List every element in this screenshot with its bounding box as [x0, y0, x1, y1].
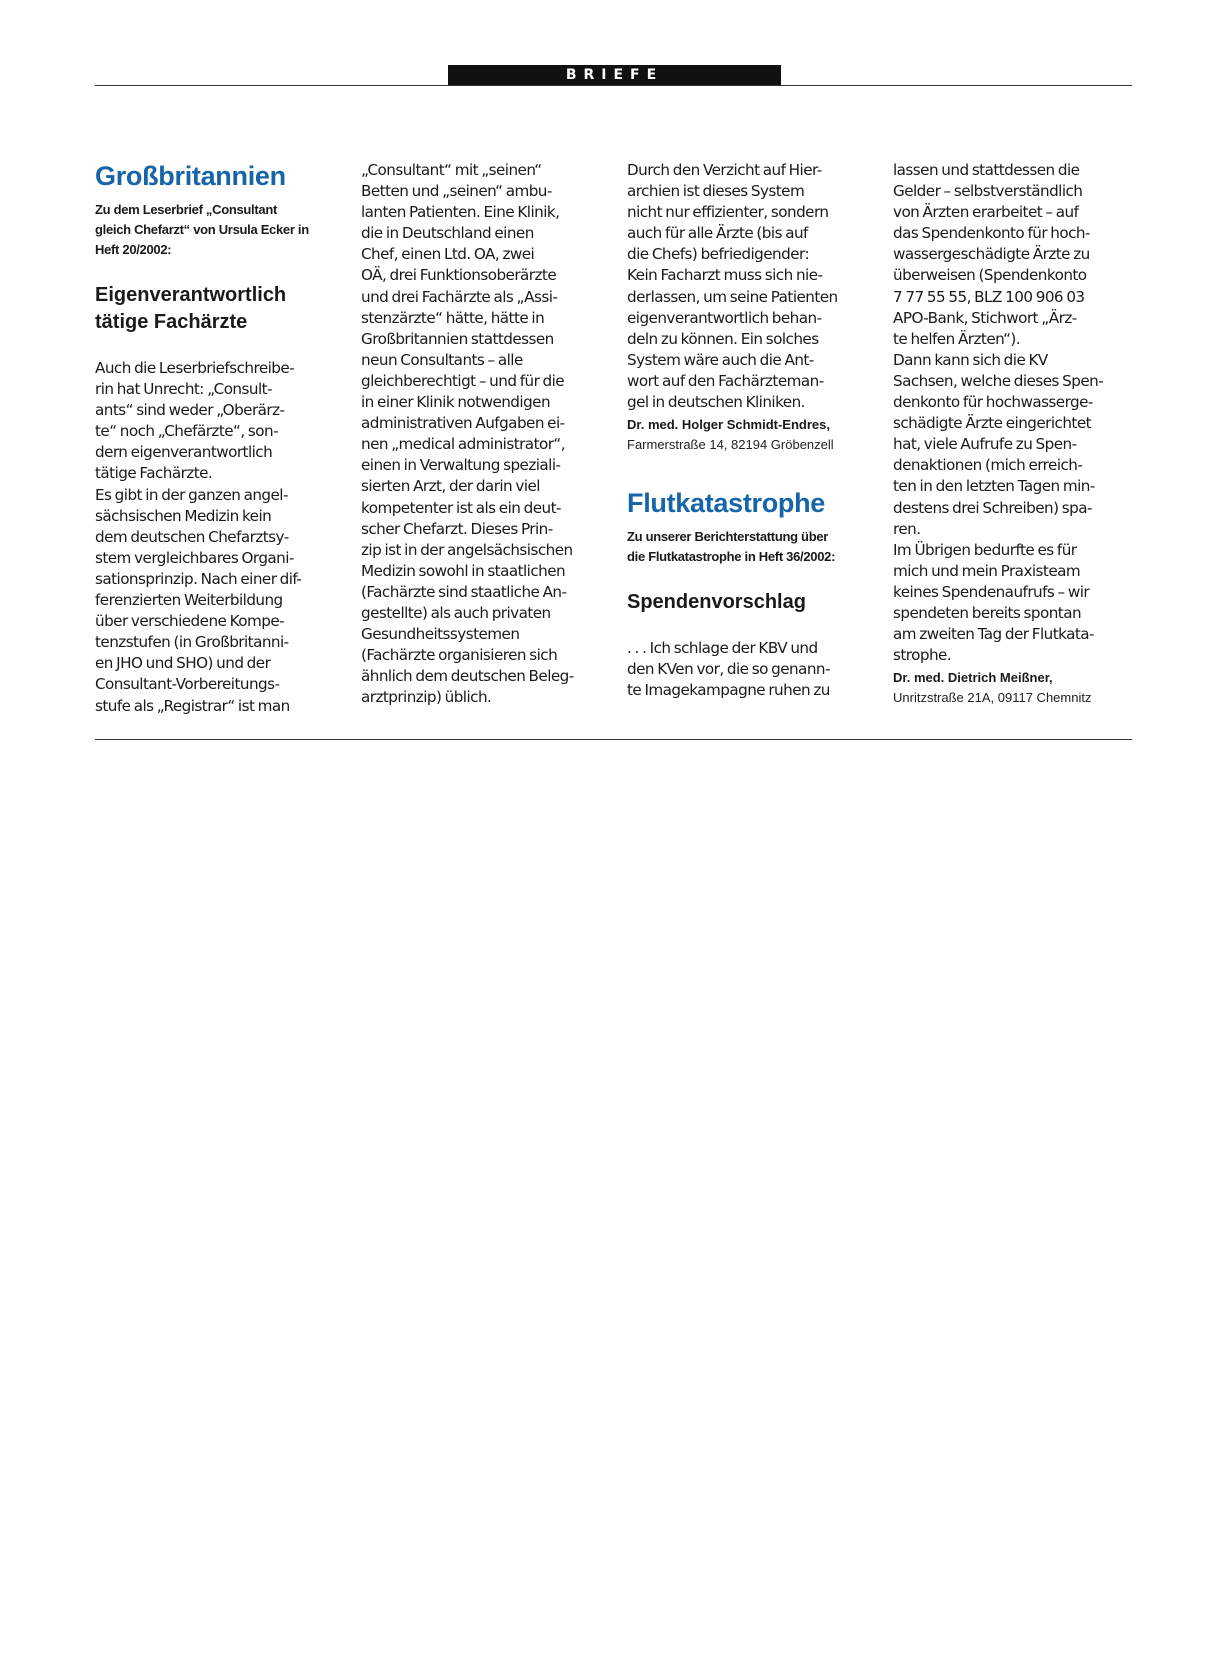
- section-header-briefe: BRIEFE: [448, 65, 781, 86]
- text-line: APO-Bank, Stichwort „Ärz-: [893, 308, 1077, 327]
- text-line: ähnlich dem deutschen Beleg-: [361, 667, 574, 686]
- text-line: dem deutschen Chefarztsy-: [95, 527, 289, 546]
- text-line: stufe als „Registrar“ ist man: [95, 696, 290, 715]
- text-line: Im Übrigen bedurfte es für: [893, 540, 1077, 559]
- text-line: Dann kann sich die KV: [893, 350, 1048, 369]
- text-line: lanten Patienten. Eine Klinik,: [361, 203, 560, 222]
- text-line: strophe.: [893, 646, 952, 665]
- text-line: OÄ, drei Funktionsoberärzte: [361, 266, 557, 285]
- subtitle-line: Eigenverantwortlich: [95, 284, 287, 306]
- column-1: [95, 160, 337, 717]
- text-line: stenzärzte“ hätte, hätte in: [361, 308, 545, 327]
- subtitle-line: Spendenvorschlag: [627, 591, 806, 614]
- text-line: Gelder – selbstverständlich: [893, 182, 1083, 201]
- column-4: [893, 160, 1135, 708]
- bottom-rule: [95, 739, 1132, 740]
- text-line: arztprinzip) üblich.: [361, 688, 492, 707]
- text-line: Kein Facharzt muss sich nie-: [627, 266, 823, 285]
- article-title-flutkatastrophe: Flutkatastrophe: [627, 488, 826, 519]
- text-line: neun Consultants – alle: [361, 350, 523, 369]
- text-line: das Spendenkonto für hoch-: [893, 224, 1090, 243]
- top-rule: [95, 85, 1132, 86]
- author-name: Dr. med. Dietrich Meißner,: [893, 670, 1053, 686]
- body-text: [361, 160, 603, 708]
- text-line: denaktionen (mich erreich-: [893, 456, 1083, 475]
- text-line: 7 77 55 55, BLZ 100 906 03: [893, 287, 1085, 306]
- text-line: administrativen Aufgaben ei-: [361, 414, 565, 433]
- text-line: lassen und stattdessen die: [893, 161, 1080, 179]
- text-line: Großbritannien stattdessen: [361, 329, 554, 348]
- text-line: sationsprinzip. Nach einer dif-: [95, 569, 302, 588]
- text-line: wort auf den Fachärzteman-: [627, 371, 824, 390]
- text-line: . . . Ich schlage der KBV und: [627, 639, 818, 658]
- text-line: Betten und „seinen“ ambu-: [361, 182, 552, 201]
- text-line: gel in deutschen Kliniken.: [627, 393, 805, 412]
- text-line: Chef, einen Ltd. OA, zwei: [361, 245, 535, 264]
- text-line: sächsischen Medizin kein: [95, 506, 272, 525]
- text-line: über verschiedene Kompe-: [95, 612, 285, 631]
- body-text: [893, 160, 1135, 666]
- author-name: Dr. med. Holger Schmidt-Endres,: [627, 417, 830, 433]
- text-line: die in Deutschland einen: [361, 224, 534, 243]
- text-line: hat, viele Aufrufe zu Spen-: [893, 435, 1077, 454]
- text-line: nicht nur effizienter, sondern: [627, 203, 829, 222]
- text-line: te Imagekampagne ruhen zu: [627, 681, 830, 700]
- text-line: kompetenter ist als ein deut-: [361, 498, 561, 517]
- text-line: gestellte) als auch privaten: [361, 603, 551, 622]
- reference-line: Heft 20/2002:: [95, 242, 172, 257]
- text-line: (Fachärzte organisieren sich: [361, 646, 558, 665]
- text-line: eigenverantwortlich behan-: [627, 308, 822, 327]
- article-reference: [95, 200, 337, 260]
- text-line: einen in Verwaltung speziali-: [361, 456, 561, 475]
- author-address: Farmerstraße 14, 82194 Gröbenzell: [627, 437, 834, 453]
- text-line: archien ist dieses System: [627, 182, 805, 201]
- text-line: „Consultant“ mit „seinen“: [361, 161, 542, 179]
- text-line: rin hat Unrecht: „Consult-: [95, 380, 272, 399]
- text-line: Medizin sowohl in staatlichen: [361, 561, 566, 580]
- author-address: Unritzstraße 21A, 09117 Chemnitz: [893, 690, 1092, 706]
- text-line: auch für alle Ärzte (bis auf: [627, 224, 808, 243]
- text-line: Es gibt in der ganzen angel-: [95, 485, 288, 504]
- text-line: (Fachärzte sind staatliche An-: [361, 582, 567, 601]
- text-line: von Ärzten erarbeitet – auf: [893, 203, 1079, 222]
- text-line: dern eigenverantwortlich: [95, 443, 273, 462]
- body-text: [95, 358, 337, 717]
- text-line: nen „medical administrator“,: [361, 435, 566, 454]
- text-line: scher Chefarzt. Dieses Prin-: [361, 519, 553, 538]
- text-line: gleichberechtigt – und für die: [361, 371, 565, 390]
- text-line: sierten Arzt, der darin viel: [361, 477, 540, 496]
- text-line: ferenzierten Weiterbildung: [95, 591, 283, 610]
- text-line: stem vergleichbares Organi-: [95, 548, 294, 567]
- article-subtitle: [627, 589, 869, 616]
- text-line: schädigte Ärzte eingerichtet: [893, 414, 1092, 433]
- text-line: te helfen Ärzten“).: [893, 329, 1021, 348]
- text-line: überweisen (Spendenkonto: [893, 266, 1087, 285]
- text-line: in einer Klinik notwendigen: [361, 393, 551, 412]
- text-line: wassergeschädigte Ärzte zu: [893, 245, 1090, 264]
- text-line: te“ noch „Chefärzte“, son-: [95, 422, 279, 441]
- article-reference: [627, 527, 869, 567]
- text-line: Consultant-Vorbereitungs-: [95, 675, 280, 694]
- column-3: [627, 160, 869, 701]
- text-line: System wäre auch die Ant-: [627, 350, 814, 369]
- text-line: Auch die Leserbriefschreibe-: [95, 359, 295, 377]
- text-line: keines Spendenaufrufs – wir: [893, 582, 1090, 601]
- subtitle-line: tätige Fachärzte: [95, 311, 248, 333]
- text-line: den KVen vor, die so genann-: [627, 660, 830, 679]
- text-line: am zweiten Tag der Flutkata-: [893, 625, 1094, 644]
- text-line: destens drei Schreiben) spa-: [893, 498, 1092, 517]
- text-line: zip ist in der angelsächsischen: [361, 540, 573, 559]
- text-line: Sachsen, welche dieses Spen-: [893, 371, 1104, 390]
- article-subtitle: [95, 282, 337, 336]
- article-title-grossbritannien: Großbritannien: [95, 161, 286, 191]
- text-line: denkonto für hochwasserge-: [893, 393, 1093, 412]
- text-line: ten in den letzten Tagen min-: [893, 477, 1095, 496]
- column-2: [361, 160, 603, 708]
- text-line: ants“ sind weder „Oberärz-: [95, 401, 285, 420]
- text-line: und drei Fachärzte als „Assi-: [361, 287, 558, 306]
- text-line: Durch den Verzicht auf Hier-: [627, 161, 822, 179]
- body-text: [627, 160, 869, 413]
- reference-line: die Flutkatastrophe in Heft 36/2002:: [627, 549, 836, 565]
- reference-line: gleich Chefarzt“ von Ursula Ecker in: [95, 222, 309, 237]
- text-line: tenzstufen (in Großbritanni-: [95, 633, 289, 652]
- text-line: en JHO und SHO) und der: [95, 654, 271, 673]
- text-line: mich und mein Praxisteam: [893, 561, 1081, 580]
- body-text: [627, 638, 869, 701]
- text-line: spendeten bereits spontan: [893, 603, 1082, 622]
- text-line: die Chefs) befriedigender:: [627, 245, 810, 264]
- text-line: tätige Fachärzte.: [95, 464, 213, 483]
- text-line: ren.: [893, 519, 921, 538]
- reference-line: Zu unserer Berichterstattung über: [627, 529, 829, 545]
- reference-line: Zu dem Leserbrief „Consultant: [95, 202, 277, 217]
- text-line: deln zu können. Ein solches: [627, 329, 819, 348]
- text-line: derlassen, um seine Patienten: [627, 287, 838, 306]
- text-line: Gesundheitssystemen: [361, 625, 520, 644]
